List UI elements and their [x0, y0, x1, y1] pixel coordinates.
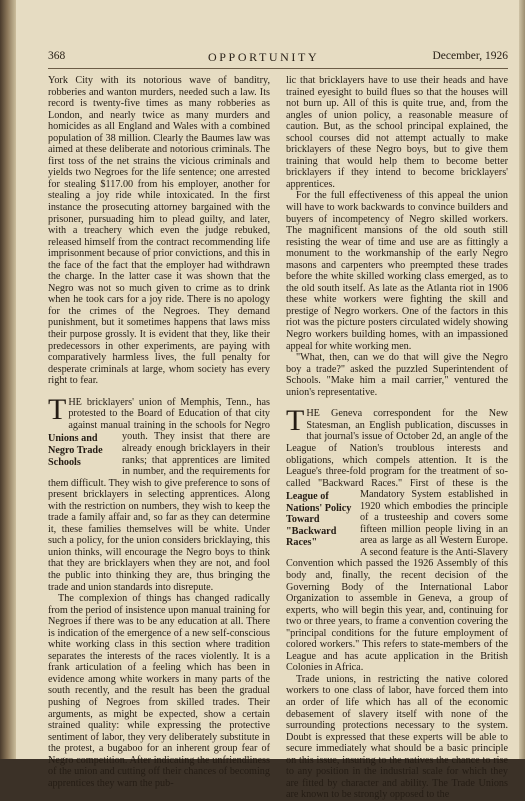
left-column — [48, 75, 270, 789]
paragraph-trade-unions: Trade unions, in restricting the native colored workers to one class of labor, have forced them into an order of life which has all of the economic debasement of slavery itself with none of the surrounding protections necessary to the system. Doubt is expressed that these experts will be able to secure immediately what should be a basic principle on this issue, insuring to the natives the chance to rise to any position in the industrial scale for which they are fitted by character and ability. The Trade Unions are known to be strongly opposed to the — [286, 673, 508, 801]
paragraph-crime-law: York City with its notorious wave of banditry, robberies and wanton murders, needed such a law. Its record is twenty-five times as many robberies as London, and nearly twice as many murders and homicides as all England and Wales with a combined population of 38 million. Clearly the Baumes law was aimed at these deliberate and notorious criminals. The first toss of the net strains the vicious criminals and yields two Negroes for the life sentence; one arrested for stealing $117.00 from his employer, another for stealing a joy ride while intoxicated. In the first instance the prosecuting attorney bargained with the prisoner, pursuading him to plead guilty, and later, with a treachery which even the judge rebuked, released himself from the contract recommending life imprisonment because of prior convictions, and this in the face of the fact that the employer had withdrawn the charge. In the latter case it was shown that the Negro was not so much given to crime as to drink when he took cars for a joy ride. There is no apology for the crimes of the Negroes. They demand punishment, but it sometimes happens that laws miss their purpose grossly. It is evident that they, like their predecessors in other experiments, are paying with comparatively harmless lives, the full penalty for desperate criminals at large, whom society has every right to fear. — [48, 75, 270, 387]
sidehead-unions-trade-schools: Unions and Negro Trade Schools — [48, 433, 103, 468]
drop-cap: T — [286, 404, 305, 438]
page-edge — [519, 0, 525, 759]
paragraph-what-then: "What, then, can we do that will give the Negro boy a trade?" asked the puzzled Superintendent of Schools. "Make him a mail carrier," ventured the union's representative. — [286, 352, 508, 398]
page-header — [48, 50, 508, 66]
sidehead-league-of-nations: League of Nations' Policy Toward "Backward Races" — [286, 491, 352, 549]
issue-date: December, 1926 — [432, 50, 508, 62]
paragraph-complexion: The complexion of things has changed radically from the period of insistence upon manual training for Negroes if there was to be any education at all. There is indication of the emergence of a new self-conscious white working class in this section where tradition separates the interests of the races violently. It is a frank articulation of a feeling which has been in evidence among white workers in many parts of the south recently, and the result has been the gradual pushing of Negroes from skilled trades. Their arguments, as might be expected, show a certain strained quality: while expressing the protective sentiment of labor, they very deliberately substitute in the protest, a bugaboo for an inherent group fear of Negro competition. After indicating the unfriendliness of the union and cutting off their chances of becoming apprentices they warn the pub- — [48, 593, 270, 789]
page-binding-shadow — [0, 0, 16, 759]
page-number: 368 — [48, 50, 66, 62]
paragraph-geneva: T HE Geneva correspondent for the New Statesman, an English publication, discusses in that journal's issue of October 2d, an angle of the League of Nation's troublous interests and obligations, which compels attention. It is the League's three-fold program for the treatment of so-called "Backward Races." First of these is the League of Nations' Policy Toward "Backward Races" Mandatory System established in 1920 which embodies the principle of a trusteeship and covers some fifteen million people living in an area as large as all Western Europe. A second feature is the Anti-Slavery Convention which passed the 1926 Assembly of this body and, finally, the recent decision of the Governing Body of the International Labor Organization to assemble in Geneva, a group of experts, who will begin this year, and, continuing for two or three years, to frame a convention covering the "principal conditions for the future employment of colored workers." This refers to state-members of the League and has acute application in the British Colonies in Africa. — [286, 404, 508, 674]
magazine-title: OPPORTUNITY — [208, 50, 320, 64]
header-rule — [48, 68, 508, 69]
right-column — [286, 75, 508, 801]
paragraph-full-effectiveness: For the full effectiveness of this appeal the union will have to work backwards to convince builders and buyers of incompetency of Negro skilled workers. The magnificent mansions of the old south still resisting the wear of time and use are as fittingly a monument to the workmanship of the early Negro masons and carpenters who preempted these trades before the white skilled working class emerged, as to the old south itself. As late as the Atlanta riot in 1906 these white workers were fighting the skill and prestige of Negro workers. One of the factors in this riot was the picture posters circulated widely showing Negro workers building homes, with an impassioned appeal for white working men. — [286, 190, 508, 352]
drop-cap: T — [48, 392, 67, 426]
paragraph-bricklayers-union: T HE bricklayers' union of Memphis, Tenn., has protested to the Board of Education of that city against manual training in the schools for Negro youth. They insist that there are Unions and Negro Trade Schools already enough bricklayers in their ranks; that apprentices are limited in number, and the requirements for them difficult. They wish to give preference to sons of present bricklayers in selecting apprentices. Along with the restriction on numbers, they wish to keep the trade a family affair and, so far as they can determine it, these families themselves will be white. Under such a policy, for the union considers bricklaying, this union thinks, will encourage the Negro boys to think that they are bricklayers when they are not, and fool the public into thinking they are, thus bringing the trade and union standards into disrepute. — [48, 392, 270, 593]
paragraph-flues: lic that bricklayers have to use their heads and have trained eyesight to build flues so that the houses will not burn up. All of this is quite true, and, from the angles of union policy, a reasonable measure of caution. But, as the school principal explained, the school courses did not attempt actually to make bricklayers of these Negro boys, but to give them training that would help them to become better bricklayers if they intend to become bricklayers' apprentices. — [286, 75, 508, 190]
